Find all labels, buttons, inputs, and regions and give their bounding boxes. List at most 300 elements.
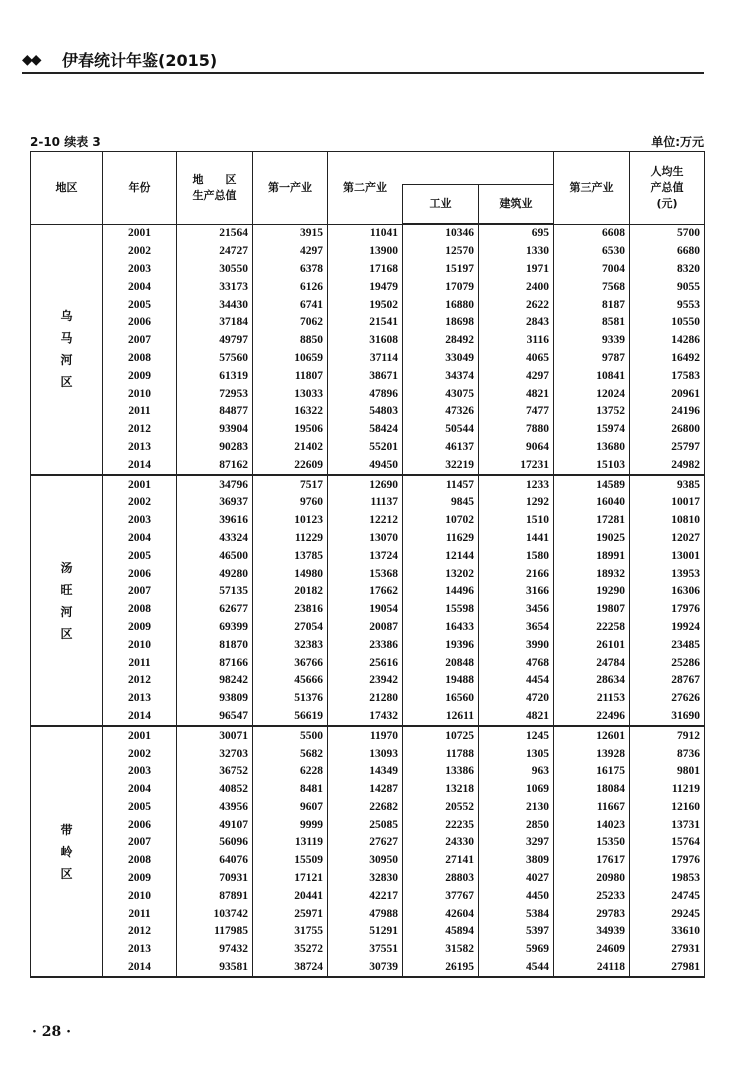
value-cell: 24330 — [403, 834, 479, 852]
value-cell: 2130 — [479, 799, 554, 817]
value-cell: 3456 — [479, 601, 554, 619]
value-cell: 6741 — [253, 296, 328, 314]
value-cell: 7912 — [630, 726, 705, 745]
value-cell: 14349 — [328, 763, 403, 781]
table-row — [31, 439, 705, 457]
value-cell: 35272 — [253, 941, 328, 959]
value-cell: 57560 — [177, 350, 253, 368]
value-cell: 14023 — [554, 816, 630, 834]
year-cell: 2001 — [103, 224, 177, 243]
value-cell: 10017 — [630, 494, 705, 512]
value-cell: 13724 — [328, 547, 403, 565]
value-cell: 4297 — [253, 243, 328, 261]
table-row — [31, 726, 705, 745]
value-cell: 23386 — [328, 636, 403, 654]
table-row — [31, 332, 705, 350]
year-cell: 2011 — [103, 905, 177, 923]
col-secondary: 第二产业 — [328, 152, 403, 225]
value-cell: 8481 — [253, 781, 328, 799]
value-cell: 28634 — [554, 672, 630, 690]
col-year: 年份 — [103, 152, 177, 225]
value-cell: 34796 — [177, 475, 253, 494]
value-cell: 22496 — [554, 708, 630, 727]
value-cell: 30950 — [328, 852, 403, 870]
value-cell: 18932 — [554, 565, 630, 583]
value-cell: 19290 — [554, 583, 630, 601]
value-cell: 1233 — [479, 475, 554, 494]
table-row — [31, 350, 705, 368]
value-cell: 38671 — [328, 367, 403, 385]
value-cell: 12611 — [403, 708, 479, 727]
value-cell: 49450 — [328, 456, 403, 475]
table-row — [31, 636, 705, 654]
value-cell: 11667 — [554, 799, 630, 817]
value-cell: 12160 — [630, 799, 705, 817]
gdp-table — [30, 151, 705, 978]
table-row — [31, 852, 705, 870]
value-cell: 21402 — [253, 439, 328, 457]
col-gdp: 地 区 生产总值 — [177, 152, 253, 225]
value-cell: 10659 — [253, 350, 328, 368]
value-cell: 47326 — [403, 403, 479, 421]
table-row — [31, 385, 705, 403]
value-cell: 16880 — [403, 296, 479, 314]
table-row — [31, 601, 705, 619]
year-cell: 2002 — [103, 243, 177, 261]
value-cell: 9999 — [253, 816, 328, 834]
value-cell: 34374 — [403, 367, 479, 385]
value-cell: 19853 — [630, 870, 705, 888]
value-cell: 30550 — [177, 261, 253, 279]
value-cell: 98242 — [177, 672, 253, 690]
year-cell: 2006 — [103, 314, 177, 332]
value-cell: 13218 — [403, 781, 479, 799]
value-cell: 9845 — [403, 494, 479, 512]
year-cell: 2011 — [103, 403, 177, 421]
table-body — [31, 224, 705, 977]
table-row — [31, 530, 705, 548]
table-row — [31, 781, 705, 799]
value-cell: 20552 — [403, 799, 479, 817]
value-cell: 963 — [479, 763, 554, 781]
value-cell: 24609 — [554, 941, 630, 959]
value-cell: 24745 — [630, 887, 705, 905]
value-cell: 34430 — [177, 296, 253, 314]
value-cell: 19506 — [253, 421, 328, 439]
table-row — [31, 745, 705, 763]
value-cell: 24118 — [554, 959, 630, 978]
value-cell: 11807 — [253, 367, 328, 385]
value-cell: 3990 — [479, 636, 554, 654]
year-cell: 2003 — [103, 763, 177, 781]
year-cell: 2002 — [103, 494, 177, 512]
value-cell: 4821 — [479, 708, 554, 727]
value-cell: 31582 — [403, 941, 479, 959]
value-cell: 27626 — [630, 690, 705, 708]
value-cell: 5384 — [479, 905, 554, 923]
value-cell: 20087 — [328, 619, 403, 637]
value-cell: 10550 — [630, 314, 705, 332]
value-cell: 62677 — [177, 601, 253, 619]
value-cell: 18991 — [554, 547, 630, 565]
value-cell: 28803 — [403, 870, 479, 888]
value-cell: 1305 — [479, 745, 554, 763]
value-cell: 4720 — [479, 690, 554, 708]
value-cell: 46137 — [403, 439, 479, 457]
value-cell: 13202 — [403, 565, 479, 583]
value-cell: 3654 — [479, 619, 554, 637]
year-cell: 2005 — [103, 799, 177, 817]
value-cell: 19502 — [328, 296, 403, 314]
value-cell: 7004 — [554, 261, 630, 279]
region-name — [31, 224, 103, 475]
value-cell: 13900 — [328, 243, 403, 261]
year-cell: 2006 — [103, 565, 177, 583]
value-cell: 2843 — [479, 314, 554, 332]
year-cell: 2010 — [103, 636, 177, 654]
value-cell: 30071 — [177, 726, 253, 745]
value-cell: 25616 — [328, 654, 403, 672]
table-row — [31, 367, 705, 385]
value-cell: 17976 — [630, 601, 705, 619]
year-cell: 2007 — [103, 834, 177, 852]
table-row — [31, 619, 705, 637]
value-cell: 16175 — [554, 763, 630, 781]
value-cell: 24982 — [630, 456, 705, 475]
value-cell: 26195 — [403, 959, 479, 978]
value-cell: 19396 — [403, 636, 479, 654]
year-cell: 2008 — [103, 852, 177, 870]
value-cell: 4027 — [479, 870, 554, 888]
table-row — [31, 941, 705, 959]
table-row — [31, 959, 705, 978]
value-cell: 10702 — [403, 512, 479, 530]
value-cell: 9055 — [630, 278, 705, 296]
value-cell: 36937 — [177, 494, 253, 512]
value-cell: 28492 — [403, 332, 479, 350]
value-cell: 9385 — [630, 475, 705, 494]
value-cell: 1971 — [479, 261, 554, 279]
value-cell: 87166 — [177, 654, 253, 672]
value-cell: 2166 — [479, 565, 554, 583]
value-cell: 49107 — [177, 816, 253, 834]
value-cell: 81870 — [177, 636, 253, 654]
value-cell: 13119 — [253, 834, 328, 852]
value-cell: 45666 — [253, 672, 328, 690]
table-row — [31, 816, 705, 834]
table-row — [31, 547, 705, 565]
value-cell: 4454 — [479, 672, 554, 690]
value-cell: 2400 — [479, 278, 554, 296]
region-label: 带岭区 — [60, 822, 73, 881]
value-cell: 13093 — [328, 745, 403, 763]
value-cell: 103742 — [177, 905, 253, 923]
value-cell: 32703 — [177, 745, 253, 763]
value-cell: 13785 — [253, 547, 328, 565]
value-cell: 20961 — [630, 385, 705, 403]
year-cell: 2009 — [103, 619, 177, 637]
value-cell: 87162 — [177, 456, 253, 475]
value-cell: 23816 — [253, 601, 328, 619]
value-cell: 33610 — [630, 923, 705, 941]
value-cell: 10725 — [403, 726, 479, 745]
value-cell: 16492 — [630, 350, 705, 368]
value-cell: 17583 — [630, 367, 705, 385]
value-cell: 33049 — [403, 350, 479, 368]
value-cell: 3297 — [479, 834, 554, 852]
value-cell: 87891 — [177, 887, 253, 905]
value-cell: 5969 — [479, 941, 554, 959]
table-row — [31, 905, 705, 923]
value-cell: 5682 — [253, 745, 328, 763]
value-cell: 22682 — [328, 799, 403, 817]
value-cell: 14496 — [403, 583, 479, 601]
table-row — [31, 690, 705, 708]
page-number: · 28 · — [32, 1024, 71, 1040]
value-cell: 18698 — [403, 314, 479, 332]
year-cell: 2002 — [103, 745, 177, 763]
year-cell: 2013 — [103, 439, 177, 457]
value-cell: 9064 — [479, 439, 554, 457]
year-cell: 2003 — [103, 261, 177, 279]
table-row — [31, 887, 705, 905]
value-cell: 5500 — [253, 726, 328, 745]
value-cell: 16040 — [554, 494, 630, 512]
value-cell: 12212 — [328, 512, 403, 530]
value-cell: 6530 — [554, 243, 630, 261]
value-cell: 37184 — [177, 314, 253, 332]
value-cell: 12024 — [554, 385, 630, 403]
value-cell: 2622 — [479, 296, 554, 314]
value-cell: 14589 — [554, 475, 630, 494]
table-row — [31, 261, 705, 279]
year-cell: 2010 — [103, 887, 177, 905]
year-cell: 2012 — [103, 923, 177, 941]
value-cell: 24784 — [554, 654, 630, 672]
value-cell: 72953 — [177, 385, 253, 403]
col-per-capita: 人均生 产总值 (元) — [630, 152, 705, 225]
value-cell: 27931 — [630, 941, 705, 959]
value-cell: 23942 — [328, 672, 403, 690]
region-name — [31, 475, 103, 726]
value-cell: 1580 — [479, 547, 554, 565]
value-cell: 13033 — [253, 385, 328, 403]
year-cell: 2004 — [103, 278, 177, 296]
value-cell: 29783 — [554, 905, 630, 923]
value-cell: 15103 — [554, 456, 630, 475]
running-header — [22, 44, 704, 74]
value-cell: 7517 — [253, 475, 328, 494]
value-cell: 6126 — [253, 278, 328, 296]
header-rule — [22, 72, 704, 74]
value-cell: 37114 — [328, 350, 403, 368]
value-cell: 2850 — [479, 816, 554, 834]
value-cell: 22258 — [554, 619, 630, 637]
year-cell: 2014 — [103, 959, 177, 978]
value-cell: 13386 — [403, 763, 479, 781]
value-cell: 27981 — [630, 959, 705, 978]
value-cell: 11788 — [403, 745, 479, 763]
value-cell: 7477 — [479, 403, 554, 421]
value-cell: 11219 — [630, 781, 705, 799]
value-cell: 20441 — [253, 887, 328, 905]
value-cell: 6680 — [630, 243, 705, 261]
value-cell: 695 — [479, 224, 554, 243]
col-tertiary: 第三产业 — [554, 152, 630, 225]
year-cell: 2014 — [103, 456, 177, 475]
value-cell: 21280 — [328, 690, 403, 708]
value-cell: 19807 — [554, 601, 630, 619]
value-cell: 18084 — [554, 781, 630, 799]
value-cell: 4768 — [479, 654, 554, 672]
value-cell: 1245 — [479, 726, 554, 745]
value-cell: 15598 — [403, 601, 479, 619]
value-cell: 3166 — [479, 583, 554, 601]
value-cell: 39616 — [177, 512, 253, 530]
value-cell: 21541 — [328, 314, 403, 332]
value-cell: 9801 — [630, 763, 705, 781]
value-cell: 54803 — [328, 403, 403, 421]
value-cell: 23485 — [630, 636, 705, 654]
year-cell: 2014 — [103, 708, 177, 727]
value-cell: 90283 — [177, 439, 253, 457]
value-cell: 22235 — [403, 816, 479, 834]
value-cell: 15974 — [554, 421, 630, 439]
value-cell: 27627 — [328, 834, 403, 852]
value-cell: 1330 — [479, 243, 554, 261]
value-cell: 49280 — [177, 565, 253, 583]
region-name — [31, 726, 103, 977]
value-cell: 4065 — [479, 350, 554, 368]
value-cell: 37551 — [328, 941, 403, 959]
value-cell: 4450 — [479, 887, 554, 905]
value-cell: 8581 — [554, 314, 630, 332]
year-cell: 2008 — [103, 601, 177, 619]
value-cell: 9607 — [253, 799, 328, 817]
value-cell: 6608 — [554, 224, 630, 243]
value-cell: 20848 — [403, 654, 479, 672]
value-cell: 17079 — [403, 278, 479, 296]
value-cell: 11041 — [328, 224, 403, 243]
value-cell: 30739 — [328, 959, 403, 978]
year-cell: 2013 — [103, 690, 177, 708]
value-cell: 61319 — [177, 367, 253, 385]
value-cell: 12601 — [554, 726, 630, 745]
value-cell: 25286 — [630, 654, 705, 672]
value-cell: 34939 — [554, 923, 630, 941]
value-cell: 20182 — [253, 583, 328, 601]
value-cell: 17617 — [554, 852, 630, 870]
table-row — [31, 456, 705, 475]
year-cell: 2010 — [103, 385, 177, 403]
value-cell: 14980 — [253, 565, 328, 583]
col-primary: 第一产业 — [253, 152, 328, 225]
value-cell: 17976 — [630, 852, 705, 870]
value-cell: 5397 — [479, 923, 554, 941]
year-cell: 2005 — [103, 296, 177, 314]
value-cell: 19025 — [554, 530, 630, 548]
year-cell: 2011 — [103, 654, 177, 672]
value-cell: 14287 — [328, 781, 403, 799]
value-cell: 15509 — [253, 852, 328, 870]
value-cell: 27141 — [403, 852, 479, 870]
value-cell: 93904 — [177, 421, 253, 439]
year-cell: 2009 — [103, 870, 177, 888]
table-label: 2-10 续表 3 — [30, 135, 101, 149]
value-cell: 21564 — [177, 224, 253, 243]
value-cell: 6228 — [253, 763, 328, 781]
value-cell: 10841 — [554, 367, 630, 385]
value-cell: 11137 — [328, 494, 403, 512]
value-cell: 40852 — [177, 781, 253, 799]
value-cell: 57135 — [177, 583, 253, 601]
value-cell: 64076 — [177, 852, 253, 870]
value-cell: 7062 — [253, 314, 328, 332]
value-cell: 9760 — [253, 494, 328, 512]
value-cell: 7568 — [554, 278, 630, 296]
value-cell: 9553 — [630, 296, 705, 314]
value-cell: 36766 — [253, 654, 328, 672]
value-cell: 47896 — [328, 385, 403, 403]
value-cell: 26101 — [554, 636, 630, 654]
value-cell: 20980 — [554, 870, 630, 888]
value-cell: 11457 — [403, 475, 479, 494]
value-cell: 24727 — [177, 243, 253, 261]
value-cell: 15764 — [630, 834, 705, 852]
table-row — [31, 583, 705, 601]
table-row — [31, 923, 705, 941]
year-cell: 2006 — [103, 816, 177, 834]
year-cell: 2005 — [103, 547, 177, 565]
value-cell: 96547 — [177, 708, 253, 727]
value-cell: 31608 — [328, 332, 403, 350]
value-cell: 45894 — [403, 923, 479, 941]
table-row — [31, 296, 705, 314]
value-cell: 15368 — [328, 565, 403, 583]
table-row — [31, 243, 705, 261]
value-cell: 19924 — [630, 619, 705, 637]
value-cell: 17168 — [328, 261, 403, 279]
value-cell: 56619 — [253, 708, 328, 727]
value-cell: 12690 — [328, 475, 403, 494]
year-cell: 2001 — [103, 475, 177, 494]
value-cell: 25797 — [630, 439, 705, 457]
table-row — [31, 278, 705, 296]
year-cell: 2007 — [103, 583, 177, 601]
value-cell: 26800 — [630, 421, 705, 439]
year-cell: 2004 — [103, 781, 177, 799]
col-secondary-sub-header — [403, 152, 554, 185]
value-cell: 70931 — [177, 870, 253, 888]
value-cell: 11970 — [328, 726, 403, 745]
value-cell: 37767 — [403, 887, 479, 905]
value-cell: 12570 — [403, 243, 479, 261]
value-cell: 58424 — [328, 421, 403, 439]
value-cell: 32219 — [403, 456, 479, 475]
value-cell: 14286 — [630, 332, 705, 350]
value-cell: 19479 — [328, 278, 403, 296]
value-cell: 10346 — [403, 224, 479, 243]
table-row — [31, 799, 705, 817]
year-cell: 2008 — [103, 350, 177, 368]
year-cell: 2001 — [103, 726, 177, 745]
region-label: 汤旺河区 — [60, 560, 73, 641]
value-cell: 12027 — [630, 530, 705, 548]
value-cell: 17121 — [253, 870, 328, 888]
value-cell: 19054 — [328, 601, 403, 619]
value-cell: 1510 — [479, 512, 554, 530]
value-cell: 24196 — [630, 403, 705, 421]
